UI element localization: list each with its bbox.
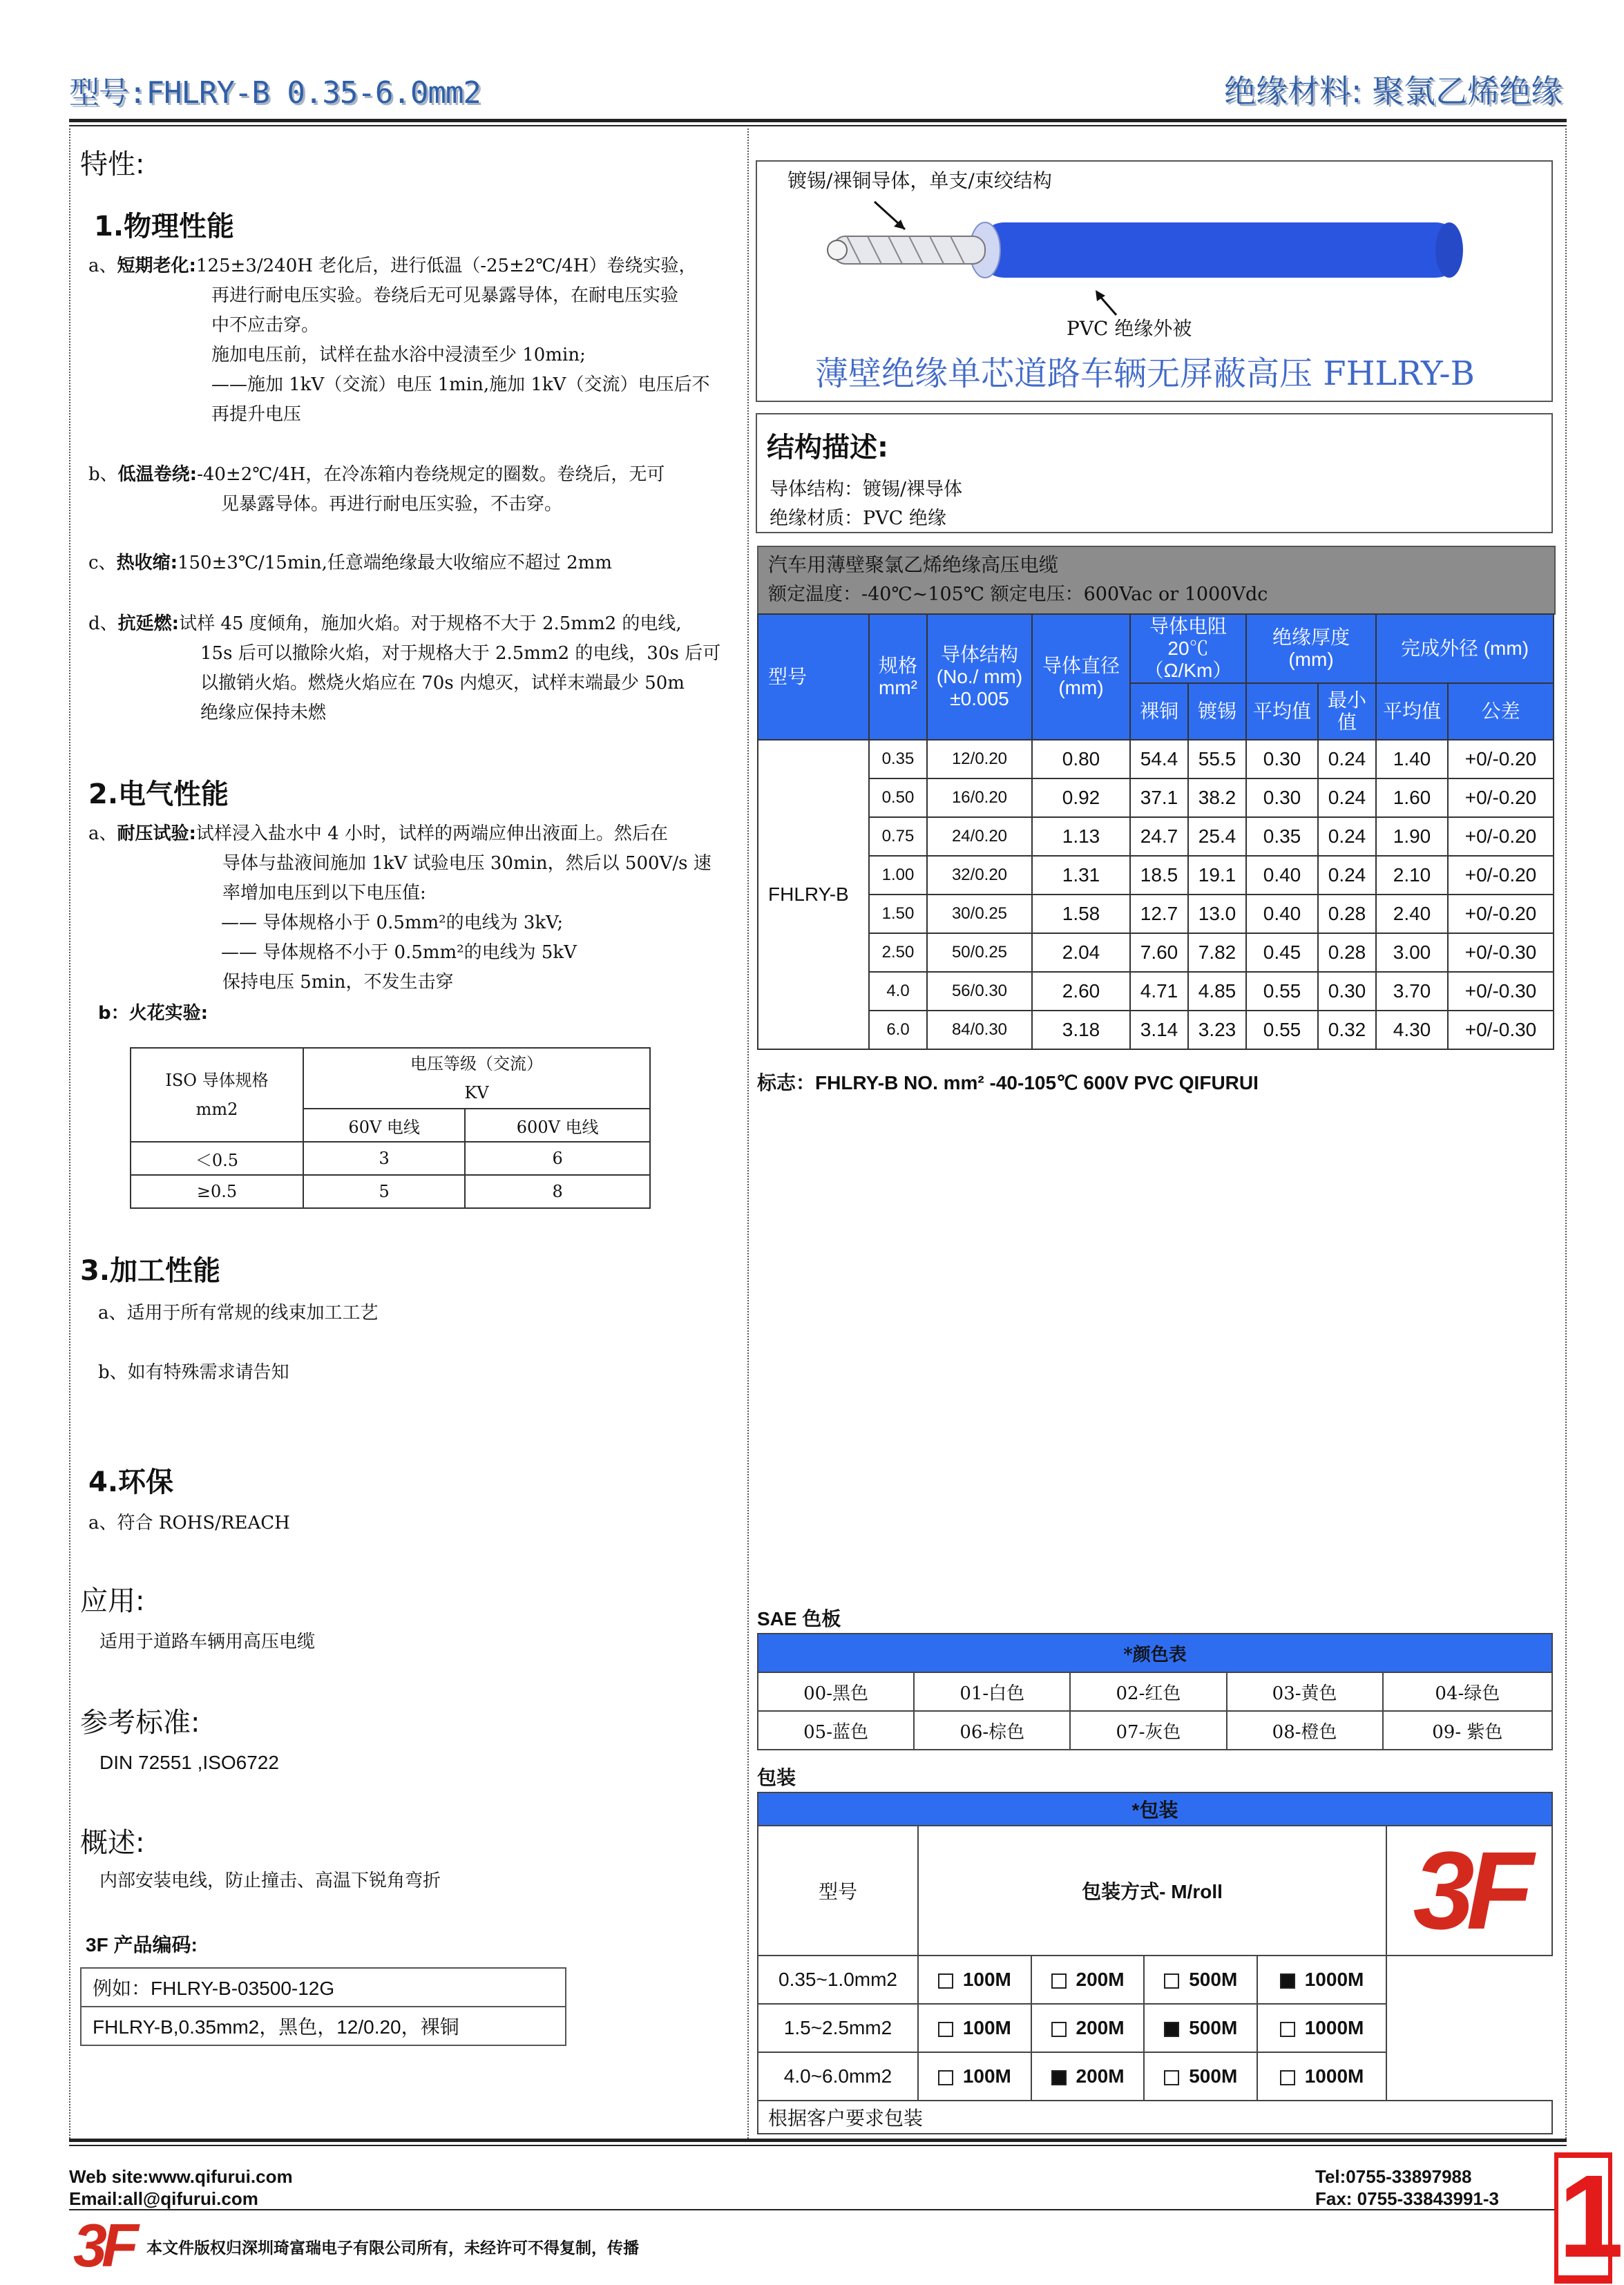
section-processing-a: a、适用于所有常规的线束加工工艺 [98,1303,379,1323]
pack-option-label: 500M [1189,2017,1238,2038]
pack-option-label: 100M [962,2017,1011,2038]
spec-cell: 1.40 [1376,740,1448,778]
table-row [758,778,1554,817]
spec-header-tinned: 镀锡 [1188,683,1246,740]
pack-option-label: 1000M [1304,2017,1364,2038]
color-cell: 08-橙色 [1227,1711,1383,1750]
structure-title: 结构描述: [767,432,888,463]
spec-cell: 4.85 [1188,972,1246,1011]
spark-cell: ＜0.5 [131,1142,303,1175]
spec-cell: 2.50 [869,933,927,972]
spec-cell: 2.04 [1032,933,1130,972]
pack-option-label: 200M [1076,2017,1125,2038]
spec-cell: 3.14 [1130,1011,1188,1049]
table-row [758,1711,1552,1750]
pack-option[interactable] [1031,2004,1145,2052]
color-cell: 04-绿色 [1383,1672,1552,1711]
section-physical-title: 1.物理性能 [94,211,235,242]
spark-cell: 8 [465,1175,650,1208]
page-number-tab [1554,2151,1624,2284]
spec-cell: 0.40 [1246,856,1318,895]
spec-cell: 0.30 [1246,778,1318,817]
conductor-label: 镀锡/裸铜导体，单支/束绞结构 [787,169,1052,192]
pack-option-label: 500M [1189,1969,1238,1990]
spark-header-voltage: 电压等级（交流） KV [303,1048,650,1109]
color-cell: 02-红色 [1070,1672,1226,1711]
footer-website[interactable]: Web site:www.qifurui.com [69,2166,293,2187]
section-processing-title: 3.加工性能 [80,1255,221,1287]
spec-cell: +0/-0.30 [1448,1011,1554,1049]
spec-cell: +0/-0.20 [1448,740,1554,778]
frame-right [1565,128,1567,2139]
table-row [758,1011,1554,1049]
spark-cell: 5 [303,1175,465,1208]
spark-header-60v: 60V 电线 [303,1109,465,1142]
spec-cell: 7.60 [1130,933,1188,972]
header-rule [69,119,1567,122]
footer-tel: Tel:0755-33897988 [1315,2166,1472,2187]
sae-title: SAE 色板 [757,1608,841,1629]
product-code-table [80,1967,566,2046]
cable-caption: 薄壁绝缘单芯道路车辆无屏蔽高压 FHLRY-B [815,354,1475,393]
spec-cell: 13.0 [1188,895,1246,933]
spec-cell: 0.24 [1318,778,1376,817]
pack-option-label: 1000M [1304,2065,1364,2087]
insulation-label: PVC 绝缘外被 [1067,317,1192,340]
spec-cell: 1.31 [1032,856,1130,895]
section-env-a: a、符合 ROHS/REACH [88,1513,290,1533]
footer-rule-thin [69,2145,1567,2146]
pack-header-method: 包装方式- M/roll [918,1826,1386,1956]
section-physical-d: d、抗延燃:试样 45 度倾角，施加火焰。对于规格不大于 2.5mm2 的电线, 15s 后可以撤除火焰，对于规格大于 2.5mm2 的电线，30s 后可 以撤销火焰。燃烧火焰应在 70s 内熄灭，试样末端最少 50m 绝缘应保持未燃 [88,613,721,723]
pack-logo-cell [1386,1826,1552,1956]
pack-option-label: 100M [962,2065,1011,2087]
spec-header-ins-min: 最小值 [1318,683,1376,740]
table-row [758,856,1554,895]
table-row [758,1956,1552,2004]
section-processing-b: b、如有特殊需求请告知 [98,1362,289,1383]
spec-cell: 54.4 [1130,740,1188,778]
checkbox[interactable] [1051,1973,1067,1989]
section-physical-a: a、短期老化:125±3/240H 老化后，进行低温（-25±2℃/4H）卷绕实验， 再进行耐电压实验。卷绕后无可见暴露导体，在耐电压实验 中不应击穿。 施加电压前，试样在盐水浴中浸渍至少 10min; ——施加 1kV（交流）电压 1min,施加 1kV（交流）电压后不 再提升电压 [88,256,710,425]
table-row [758,972,1554,1011]
spec-cell: 24.7 [1130,817,1188,856]
color-cell: 06-棕色 [914,1711,1070,1750]
spec-cell: 0.32 [1318,1011,1376,1049]
spec-cell: 0.28 [1318,895,1376,933]
spec-cell: 56/0.30 [927,972,1032,1011]
section-physical-b: b、低温卷绕:-40±2℃/4H，在冷冻箱内卷绕规定的圈数。卷绕后，无可 见暴露导体。再进行耐电压实验，不击穿。 [88,464,665,515]
standard-title: 参考标准: [80,1707,200,1739]
color-cell: 07-灰色 [1070,1711,1226,1750]
product-code-title: 3F 产品编码: [86,1934,198,1956]
table-row [758,895,1554,933]
pack-option-label: 500M [1189,2065,1238,2087]
pack-option[interactable] [1144,2052,1257,2101]
spec-cell: 1.58 [1032,895,1130,933]
spec-cell: 18.5 [1130,856,1188,895]
pack-option[interactable] [918,1956,1031,2004]
spec-cell: 16/0.20 [927,778,1032,817]
overview-title: 概述: [80,1827,145,1859]
spec-header-insulation: 绝缘厚度 (mm) [1246,614,1376,683]
spec-cell: 0.55 [1246,1011,1318,1049]
table-row [758,740,1554,778]
section-physical-c: c、热收缩:150±3℃/15min,任意端绝缘最大收缩应不超过 2mm [88,553,612,573]
product-code-desc: FHLRY-B,0.35mm2，黑色，12/0.20，裸铜 [81,2007,566,2045]
spec-model-cell: FHLRY-B [758,740,869,1049]
pack-option-label: 200M [1076,2065,1125,2087]
checkbox[interactable] [1280,2070,1295,2085]
spark-cell: 3 [303,1142,465,1175]
pack-option-label: 1000M [1304,1969,1364,1990]
spec-cell: 6.0 [869,1011,927,1049]
spec-cell: +0/-0.20 [1448,817,1554,856]
spec-cell: 0.45 [1246,933,1318,972]
insulation-title: 绝缘材料: 聚氯乙烯绝缘 [1224,73,1563,110]
spec-cell: 4.30 [1376,1011,1448,1049]
color-cell: 05-蓝色 [758,1711,914,1750]
spec-cell: 12/0.20 [927,740,1032,778]
spec-cell: 0.28 [1318,933,1376,972]
structure-box [756,413,1553,533]
spec-cell: 12.7 [1130,895,1188,933]
cable-jacket [978,222,1462,278]
spec-cell: 2.60 [1032,972,1130,1011]
spec-cell: 3.70 [1376,972,1448,1011]
spec-cell: 50/0.25 [927,933,1032,972]
spec-header-od-tol: 公差 [1448,683,1554,740]
color-cell: 09- 紫色 [1383,1711,1552,1750]
spec-header-od: 完成外径 (mm) [1376,614,1554,683]
table-row [131,1175,650,1208]
marking-text: 标志：FHLRY-B NO. mm² -40-105℃ 600V PVC QIFURUI [757,1072,1259,1093]
spec-cell: +0/-0.30 [1448,933,1554,972]
table-row [758,817,1554,856]
product-code-example: 例如：FHLRY-B-03500-12G [81,1968,566,2007]
spec-cell: 0.30 [1318,972,1376,1011]
spec-cell: 0.35 [1246,817,1318,856]
color-cell: 03-黄色 [1227,1672,1383,1711]
spec-table [757,613,1554,1050]
pack-header-model: 型号 [758,1826,918,1956]
table-row [758,1672,1552,1711]
spark-test-table [130,1047,651,1209]
rating-bar [757,546,1556,615]
spec-cell: 1.90 [1376,817,1448,856]
checkbox[interactable] [1051,2070,1067,2085]
spec-cell: +0/-0.30 [1448,972,1554,1011]
spec-cell: 0.50 [869,778,927,817]
pack-option[interactable] [1257,1956,1386,2004]
rating-values: 额定温度：-40℃~105℃ 额定电压：600Vac or 1000Vdc [768,584,1268,605]
header-rule-thin [69,125,1567,126]
table-row [131,1142,650,1175]
application-text: 适用于道路车辆用高压电缆 [99,1632,316,1652]
features-title: 特性: [80,149,145,180]
spec-header-bare: 裸铜 [1130,683,1188,740]
section-electrical-a: a、耐压试验:试样浸入盐水中 4 小时，试样的两端应伸出液面上。然后在 导体与盐液间施加 1kV 试验电压 30min，然后以 500V/s 速 率增加电压到以下电压值: —— 导体规格小于 0.5mm²的电线为 3kV; —— 导体规格不小于 0.5mm²的电线为 5kV 保持电压 5min，不发生击穿 [88,823,711,993]
checkbox[interactable] [1051,2022,1067,2037]
frame-middle [747,128,749,2139]
spec-header-conductor: 导体结构 (No./ mm) ±0.005 [927,614,1032,740]
table-row [758,933,1554,972]
section-env-title: 4.环保 [88,1466,174,1498]
spec-header-size: 规格 mm² [869,614,927,740]
spec-cell: 3.23 [1188,1011,1246,1049]
spark-header-spec: ISO 导体规格 mm2 [131,1048,303,1142]
pack-size-cell: 1.5~2.5mm2 [758,2004,918,2052]
spec-cell: 19.1 [1188,856,1246,895]
checkbox[interactable] [938,2070,953,2085]
table-row [758,2004,1552,2052]
pack-note: 根据客户要求包装 [758,2101,1552,2134]
footer-divider [69,2209,1567,2210]
pack-table-header: *包装 [758,1792,1552,1826]
spec-cell: 0.55 [1246,972,1318,1011]
spec-cell: 24/0.20 [927,817,1032,856]
spec-cell: 0.92 [1032,778,1130,817]
spec-cell: +0/-0.20 [1448,778,1554,817]
spec-cell: 0.30 [1246,740,1318,778]
spec-cell: 4.0 [869,972,927,1011]
spec-cell: 0.35 [869,740,927,778]
pack-size-cell: 4.0~6.0mm2 [758,2052,918,2101]
spec-cell: 55.5 [1188,740,1246,778]
page-number: 1 [1558,2151,1624,2282]
color-table [757,1633,1553,1750]
color-table-header: *颜色表 [758,1634,1552,1672]
spec-cell: 3.18 [1032,1011,1130,1049]
footer-copyright: 本文件版权归深圳琦富瑞电子有限公司所有，未经许可不得复制，传播 [146,2239,639,2257]
footer-rule [69,2139,1567,2142]
spec-cell: 1.00 [869,856,927,895]
pack-option[interactable] [918,2004,1031,2052]
spec-cell: 1.50 [869,895,927,933]
checkbox[interactable] [1164,1973,1179,1989]
spec-cell: 2.40 [1376,895,1448,933]
spark-header-600v: 600V 电线 [465,1109,650,1142]
footer-fax: Fax: 0755-33843991-3 [1315,2188,1499,2209]
pack-option[interactable] [1257,2052,1386,2101]
structure-conductor: 导体结构：镀锡/裸导体 [770,479,963,500]
spec-cell: 32/0.20 [927,856,1032,895]
color-cell: 00-黑色 [758,1672,914,1711]
spec-header-ins-avg: 平均值 [1246,683,1318,740]
footer-logo: 3F [73,2211,133,2279]
spark-cell: ≥0.5 [131,1175,303,1208]
spec-cell: 30/0.25 [927,895,1032,933]
pack-option[interactable] [1031,2052,1145,2101]
pack-option[interactable] [1257,2004,1386,2052]
model-title: 型号:FHLRY-B 0.35-6.0mm2 [69,75,481,111]
spec-cell: 7.82 [1188,933,1246,972]
spec-cell: 1.13 [1032,817,1130,856]
checkbox[interactable] [1164,2070,1179,2085]
standard-text: DIN 72551 ,ISO6722 [99,1752,279,1773]
spark-test-label: b：火花实验: [98,1003,209,1024]
application-title: 应用: [80,1585,145,1617]
spark-cell: 6 [465,1142,650,1175]
spec-cell: 38.2 [1188,778,1246,817]
spec-cell: +0/-0.20 [1448,856,1554,895]
overview-text: 内部安装电线，防止撞击、高温下锐角弯折 [99,1871,441,1891]
cable-image-box [756,160,1553,402]
spec-cell: 25.4 [1188,817,1246,856]
spec-cell: 37.1 [1130,778,1188,817]
pack-title: 包装 [757,1767,796,1788]
pack-size-cell: 0.35~1.0mm2 [758,1956,918,2004]
checkbox[interactable] [938,1973,953,1989]
spec-cell: 3.00 [1376,933,1448,972]
checkbox[interactable] [938,2022,953,2037]
frame-left [69,128,70,2139]
structure-insulation: 绝缘材质：PVC 绝缘 [770,508,946,529]
pack-option-label: 200M [1076,1969,1125,1990]
table-row [758,2052,1552,2101]
checkbox[interactable] [1280,2022,1295,2037]
spec-cell: 0.40 [1246,895,1318,933]
pack-option[interactable] [1031,1956,1145,2004]
spec-cell: +0/-0.20 [1448,895,1554,933]
spec-cell: 84/0.30 [927,1011,1032,1049]
spec-header-od-avg: 平均值 [1376,683,1448,740]
spec-header-resistance: 导体电阻 20℃ （Ω/Km） [1130,614,1246,683]
pack-table [757,1792,1553,2134]
spec-cell: 0.80 [1032,740,1130,778]
spec-cell: 4.71 [1130,972,1188,1011]
spec-header-diameter: 导体直径 (mm) [1032,614,1130,740]
rating-title: 汽车用薄壁聚氯乙烯绝缘高压电缆 [768,553,1059,576]
spec-cell: 0.75 [869,817,927,856]
color-cell: 01-白色 [914,1672,1070,1711]
section-electrical-title: 2.电气性能 [88,778,229,810]
spec-header-model: 型号 [758,614,869,740]
footer-email[interactable]: Email:all@qifurui.com [69,2188,258,2209]
brand-logo: 3F [1413,1828,1526,1952]
spec-cell: 0.24 [1318,740,1376,778]
pack-option-label: 100M [962,1969,1011,1990]
spec-cell: 0.24 [1318,817,1376,856]
pack-option[interactable] [1144,2004,1257,2052]
pack-option[interactable] [918,2052,1031,2101]
pack-option[interactable] [1144,1956,1257,2004]
spec-cell: 0.24 [1318,856,1376,895]
spec-cell: 2.10 [1376,856,1448,895]
checkbox[interactable] [1280,1973,1295,1989]
spec-cell: 1.60 [1376,778,1448,817]
checkbox[interactable] [1164,2022,1179,2037]
